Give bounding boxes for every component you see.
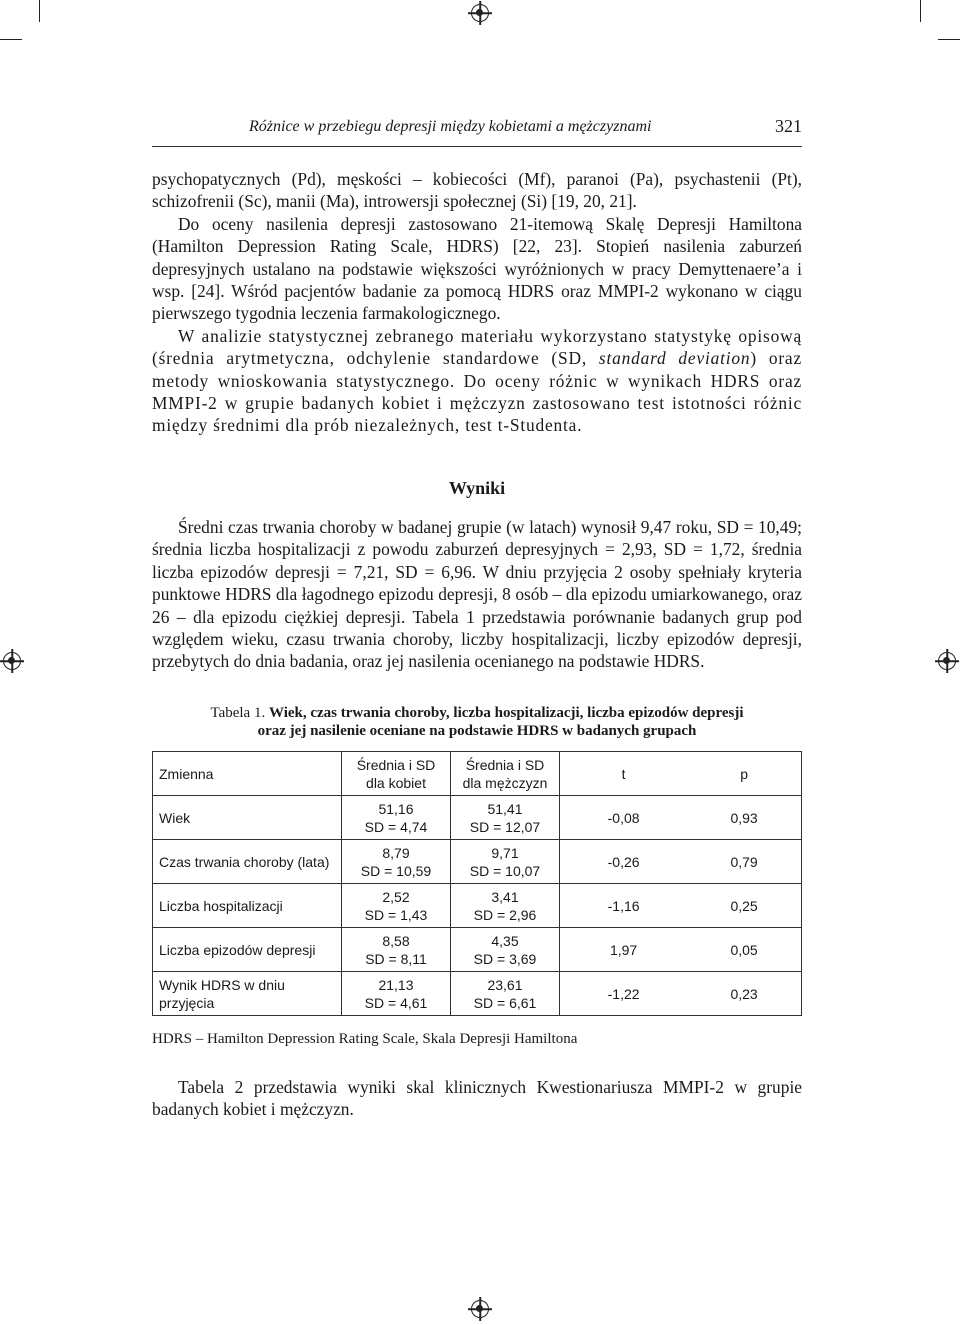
crop-mark [920, 0, 921, 22]
table-note: HDRS – Hamilton Depression Rating Scale, Skala Depresji Hamiltona [152, 1031, 578, 1047]
table-cell: 23,61 SD = 6,61 [451, 972, 560, 1016]
table-cell: 8,79 SD = 10,59 [342, 840, 451, 884]
crop-mark [938, 39, 960, 40]
table-cell: 51,16 SD = 4,74 [342, 796, 451, 840]
paragraph: psychopatycznych (Pd), męskości – kobiecości (Mf), paranoi (Pa), psychastenii (Pt), schizofrenii (Sc), manii (Ma), introwersji społecznej (Si) [19, 20, 21]. [152, 169, 802, 212]
closing-text [152, 1076, 802, 1121]
caption-title-line2: oraz jej nasilenie oceniane na podstawie HDRS w badanych grupach [257, 723, 697, 739]
table-cell: 2,52 SD = 1,43 [342, 884, 451, 928]
text-run: ) oraz metody wnioskowania statystycznego. Do oceny różnic w wynikach HDRS oraz MMPI-2 w grupie badanych kobiet i mężczyzn zastosowano test istotności różnic między średnimi dla prób niezależnych, test t-Studenta. [152, 348, 802, 436]
table-cell: 51,41 SD = 12,07 [451, 796, 560, 840]
caption-title: Wiek, czas trwania choroby, liczba hospitalizacji, liczba epizodów depresji [268, 705, 744, 721]
table-cell: Liczba epizodów depresji [153, 928, 342, 972]
registration-mark-icon [471, 4, 489, 22]
table-cell: 9,71 SD = 10,07 [451, 840, 560, 884]
paragraph: Tabela 2 przedstawia wyniki skal klinicznych Kwestionariusza MMPI-2 w grupie badanych kobiet i mężczyzn. [152, 1077, 802, 1120]
data-table [152, 751, 802, 1016]
header-cell: Średnia i SD dla kobiet [342, 752, 451, 796]
table-cell: -1,16 [560, 884, 688, 928]
table-cell: 0,23 [687, 972, 801, 1016]
table-cell: 0,05 [687, 928, 801, 972]
results-text [152, 516, 802, 673]
table-cell: -0,08 [560, 796, 688, 840]
paragraph: Średni czas trwania choroby w badanej grupie (w latach) wynosił 9,47 roku, SD = 10,49; średnia liczba hospitalizacji z powodu zaburzeń depresyjnych = 2,93, SD = 1,72, średnia liczba epizodów depresji = 7,21, SD = 6,96. W dniu przyjęcia 2 osoby spełniały kryteria punktowe HDRS dla łagodnego epizodu depresji, 8 osób – dla epizodu umiarkowanego, oraz 26 – dla epizodu ciężkiej depresji. Tabela 1 przedstawia porównanie badanych grup pod względem wieku, czasu trwania choroby, liczby hospitalizacji, liczby epizodów depresji, przebytych do dnia badania, oraz jej nasilenia ocenianego na podstawie HDRS. [152, 517, 802, 672]
page-number: 321 [775, 116, 802, 136]
paragraph [152, 325, 802, 437]
crop-mark [0, 39, 22, 40]
table-cell: 21,13 SD = 4,61 [342, 972, 451, 1016]
table-row [153, 972, 802, 1016]
header-cell: t [560, 752, 688, 796]
running-header [152, 116, 802, 147]
header-cell: Średnia i SD dla mężczyzn [451, 752, 560, 796]
table-cell: 0,93 [687, 796, 801, 840]
table-cell: Wynik HDRS w dniu przyjęcia [153, 972, 342, 1016]
paragraph: Do oceny nasilenia depresji zastosowano 21-itemową Skalę Depresji Hamiltona (Hamilton Depression Rating Scale, HDRS) [22, 23]. Stopień nasilenia zaburzeń depresyjnych ustalano na podstawie większości wyróżnionych w pracy Demyttenaere’a i wsp. [24]. Wśród pacjentów badanie za pomocą HDRS oraz MMPI-2 wykonano w ciągu pierwszego tygodnia leczenia farmakologicznego. [152, 213, 802, 324]
registration-mark-icon [3, 652, 21, 670]
table-cell: 0,79 [687, 840, 801, 884]
body-text [152, 168, 802, 437]
table-header-row [153, 752, 802, 796]
table-cell: Czas trwania choroby (lata) [153, 840, 342, 884]
caption-label: Tabela 1. [210, 705, 266, 721]
table-cell: 1,97 [560, 928, 688, 972]
crop-mark [39, 0, 40, 22]
section-heading: Wyniki [448, 478, 506, 498]
table-cell: -0,26 [560, 840, 688, 884]
table-row [153, 884, 802, 928]
table-cell: 3,41 SD = 2,96 [451, 884, 560, 928]
text-run-italic: standard deviation [598, 348, 751, 369]
registration-mark-icon [471, 1300, 489, 1318]
running-title: Różnice w przebiegu depresji między kobietami a mężczyznami [249, 118, 652, 135]
table-row [153, 928, 802, 972]
table-row [153, 840, 802, 884]
table-cell: -1,22 [560, 972, 688, 1016]
table-caption [152, 704, 802, 740]
header-cell: Zmienna [153, 752, 342, 796]
header-cell: p [687, 752, 801, 796]
table-cell: 8,58 SD = 8,11 [342, 928, 451, 972]
table-cell: 4,35 SD = 3,69 [451, 928, 560, 972]
table-cell: 0,25 [687, 884, 801, 928]
registration-mark-icon [938, 652, 956, 670]
table-cell: Wiek [153, 796, 342, 840]
text-run: W analizie statystycznej zebranego materiału wykorzystano statystykę opisową (średnia arytmetyczna, odchylenie standardowe (SD, [152, 325, 802, 369]
table-row [153, 796, 802, 840]
table-cell: Liczba hospitalizacji [153, 884, 342, 928]
